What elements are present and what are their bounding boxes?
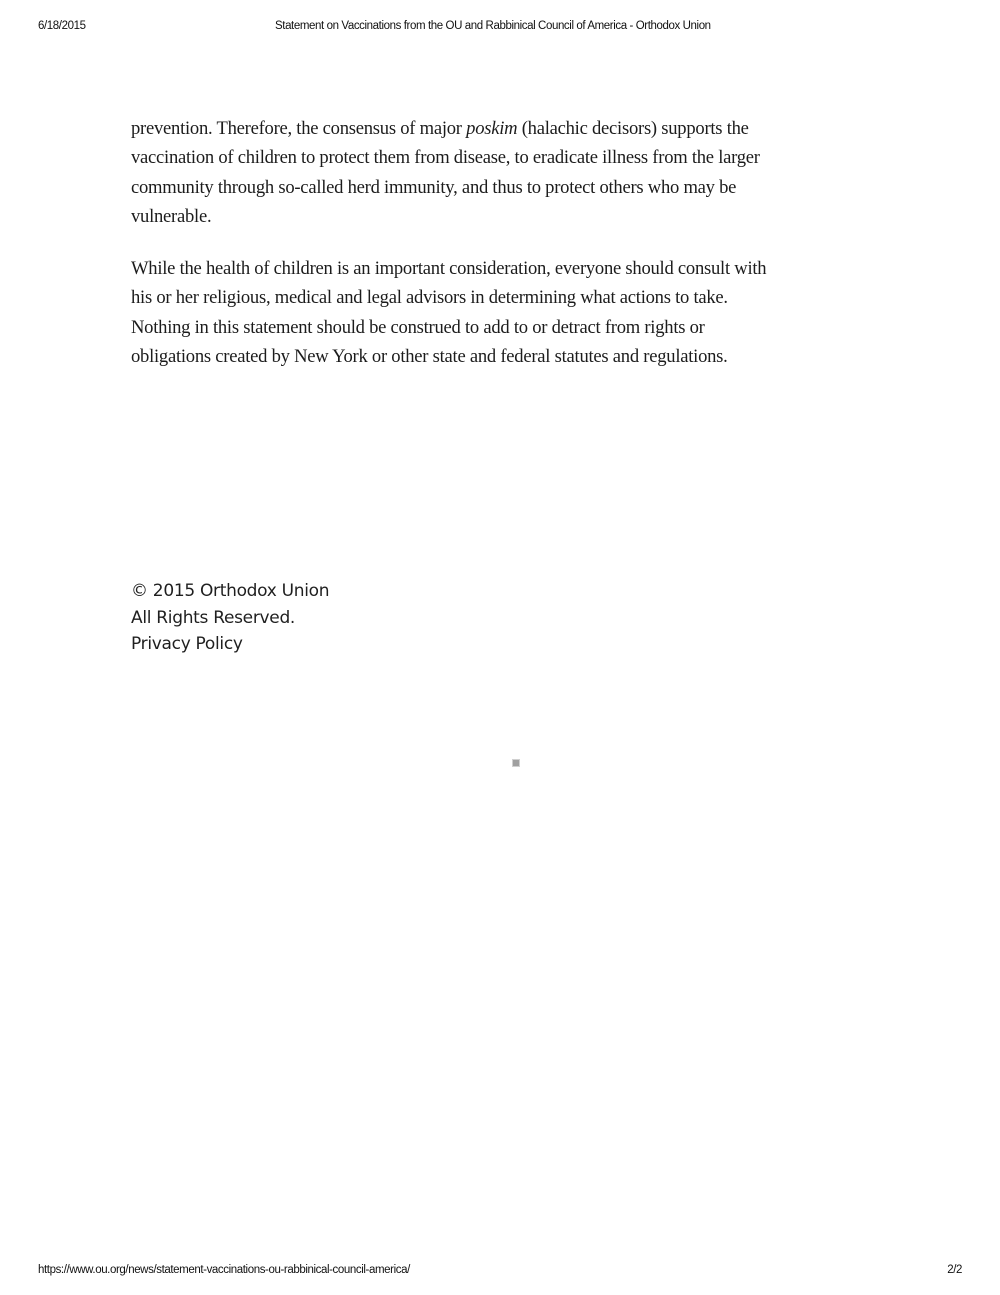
text-span: (halachic decisors) supports the [517,118,749,139]
text-line [131,114,871,143]
print-date: 6/18/2015 [38,20,86,32]
text-span: prevention. Therefore, the consensus of major [131,118,467,139]
site-footer [131,578,329,658]
text-line: obligations created by New York or other state and federal statutes and regulations. [131,346,728,368]
text-line: Nothing in this statement should be construed to add to or detract from rights or [131,316,705,338]
article-body [131,114,871,394]
text-line: vulnerable. [131,205,212,227]
text-line: vaccination of children to protect them from disease, to eradicate illness from the larger [131,147,760,169]
broken-image-icon [512,759,520,767]
privacy-policy-link[interactable]: Privacy Policy [131,634,243,654]
rights-reserved-text: All Rights Reserved. [131,607,296,628]
print-page-title: Statement on Vaccinations from the OU and Rabbinical Council of America - Orthodox Union [275,20,711,32]
page-number: 2/2 [947,1264,962,1276]
paragraph-consensus [131,114,871,231]
print-url: https://www.ou.org/news/statement-vaccinations-ou-rabbinical-council-america/ [38,1264,410,1276]
text-line: community through so-called herd immunity, and thus to protect others who may be [131,176,737,198]
paragraph-disclaimer [131,254,871,371]
copyright-text: © 2015 Orthodox Union [131,581,330,601]
text-line: his or her religious, medical and legal advisors in determining what actions to take. [131,287,728,309]
italic-term-poskim: poskim [466,118,518,139]
text-line: While the health of children is an important consideration, everyone should consult with [131,258,767,280]
